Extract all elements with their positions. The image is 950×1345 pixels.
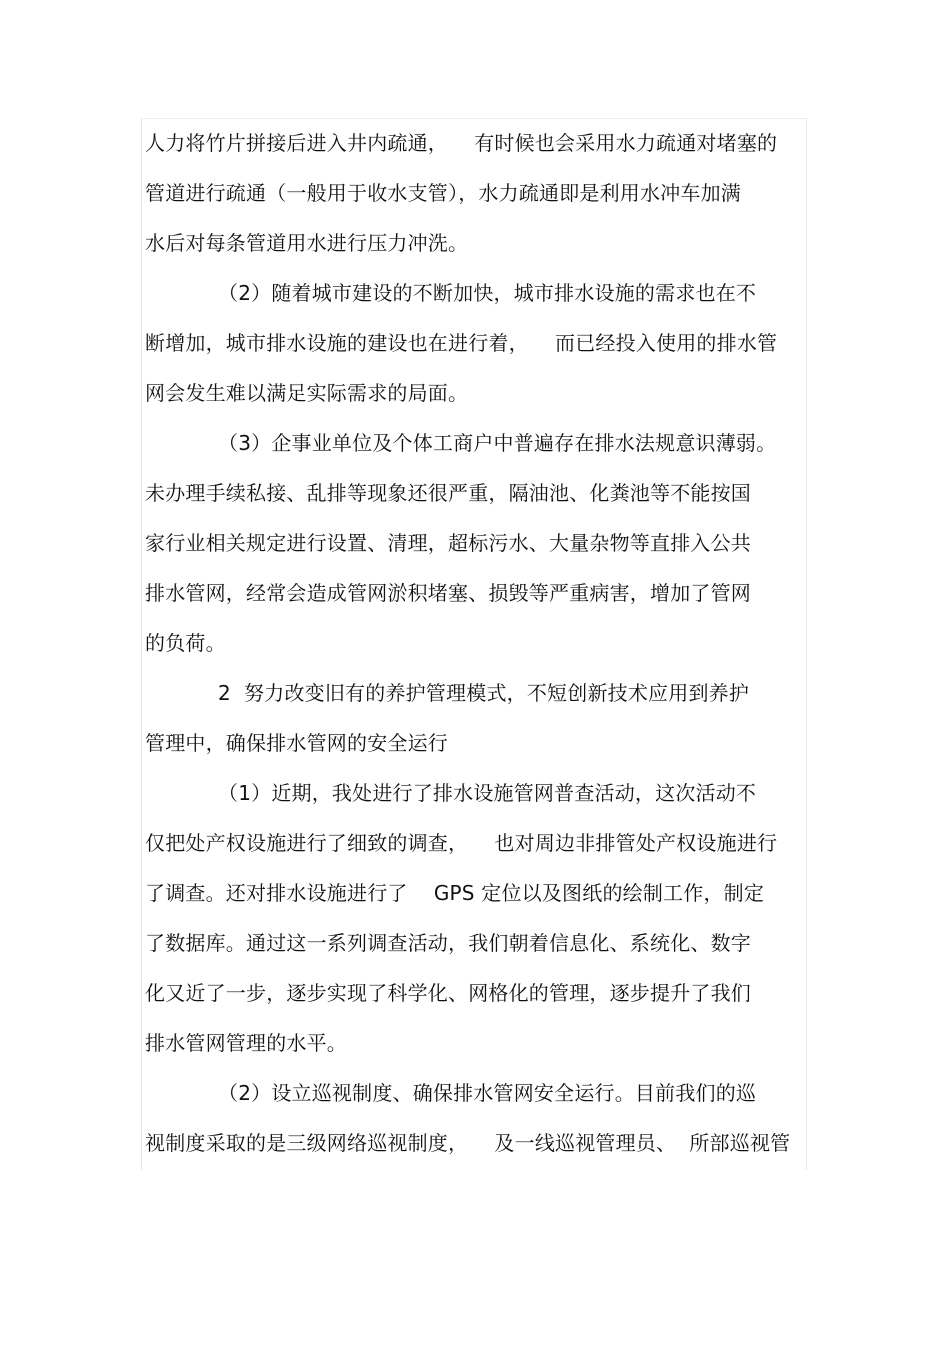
section-heading-line: 管理中，确保排水管网的安全运行 — [145, 731, 448, 755]
text-line: 家行业相关规定进行设置、清理，超标污水、大量杂物等直排入公共 — [145, 531, 751, 555]
paragraph-start-line: （2）随着城市建设的不断加快，城市排水设施的需求也在不 — [218, 281, 757, 305]
text-line: 了调查。还对排水设施进行了 GPS 定位以及图纸的绘制工作，制定 — [145, 881, 765, 905]
paragraph-start-line: （1）近期，我处进行了排水设施管网普查活动，这次活动不 — [218, 781, 757, 805]
text-line: 仅把处产权设施进行了细致的调查， 也对周边非排管处产权设施进行 — [145, 831, 778, 855]
text-line: 了数据库。通过这一系列调查活动，我们朝着信息化、系统化、数字 — [145, 931, 751, 955]
text-line: 视制度采取的是三级网络巡视制度， 及一线巡视管理员、 所部巡视管 — [145, 1131, 791, 1155]
text-line: 未办理手续私接、乱排等现象还很严重，隔油池、化粪池等不能按国 — [145, 481, 751, 505]
paragraph-start-line: （2）设立巡视制度、确保排水管网安全运行。目前我们的巡 — [218, 1081, 757, 1105]
text-line: 断增加，城市排水设施的建设也在进行着， 而已经投入使用的排水管 — [145, 331, 778, 355]
text-line: 管道进行疏通（一般用于收水支管），水力疏通即是利用水冲车加满 — [145, 181, 741, 205]
text-line: 人力将竹片拼接后进入井内疏通， 有时候也会采用水力疏通对堵塞的 — [145, 131, 778, 155]
text-line: 的负荷。 — [145, 631, 226, 655]
text-line: 水后对每条管道用水进行压力冲洗。 — [145, 231, 469, 255]
paragraph-start-line: （3）企事业单位及个体工商户中普遍存在排水法规意识薄弱。 — [218, 431, 777, 455]
text-line: 排水管网，经常会造成管网淤积堵塞、损毁等严重病害，增加了管网 — [145, 581, 751, 605]
section-heading-line: 2 努力改变旧有的养护管理模式，不短创新技术应用到养护 — [218, 681, 750, 705]
text-line: 排水管网管理的水平。 — [145, 1031, 347, 1055]
text-line: 网会发生难以满足实际需求的局面。 — [145, 381, 469, 405]
text-line: 化又近了一步，逐步实现了科学化、网格化的管理，逐步提升了我们 — [145, 981, 751, 1005]
